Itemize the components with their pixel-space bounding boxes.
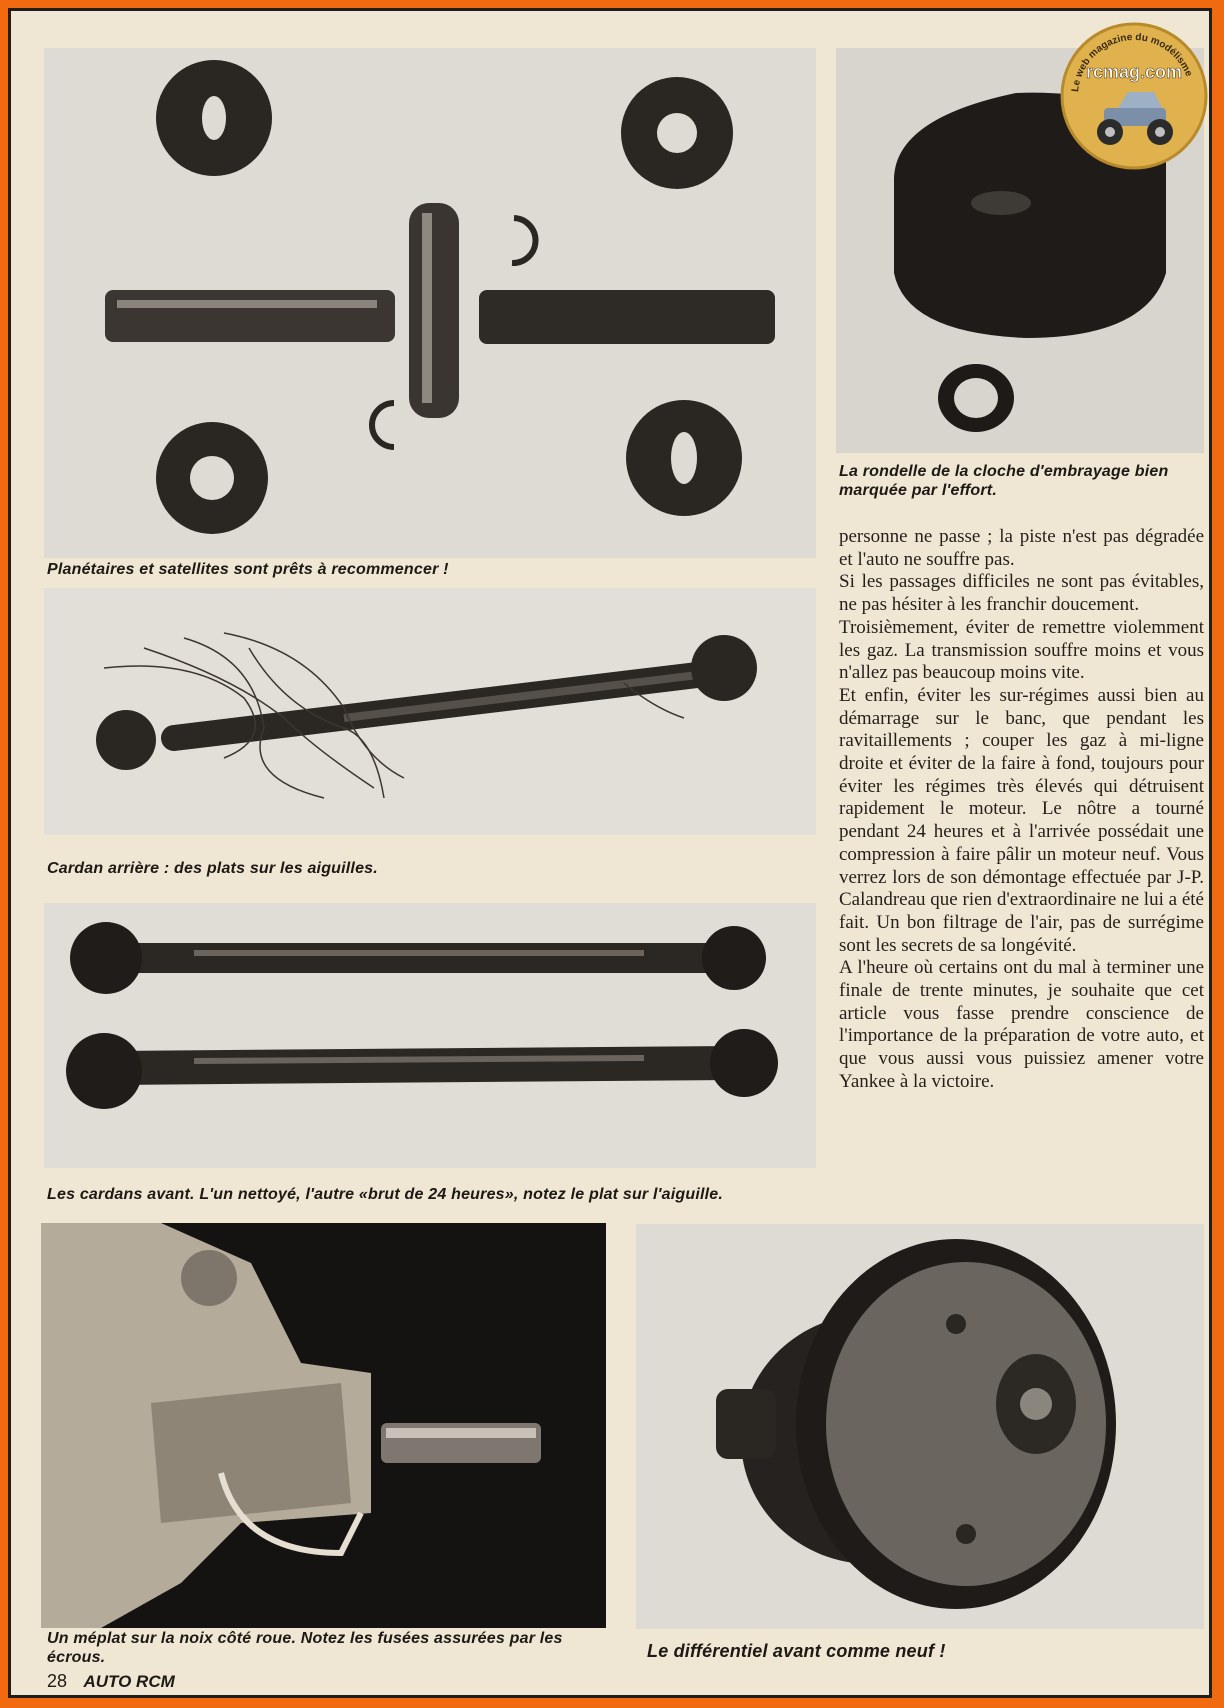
rcmag-logo xyxy=(1058,20,1210,172)
logo-site: rcmag.com xyxy=(1085,62,1183,82)
magazine-name: AUTO RCM xyxy=(83,1672,175,1691)
caption-wheel-joint: Un méplat sur la noix côté roue. Notez les fusées assurées par les écrous. xyxy=(47,1630,563,1666)
page-number: 28 xyxy=(47,1671,68,1691)
article-body xyxy=(839,526,1204,1094)
caption-clutch-bell: La rondelle de la cloche d'embrayage bien marquée par l'effort. xyxy=(839,463,1169,499)
article-paragraph: Troisièmement, éviter de remettre violemment les gaz. La transmission souffre moins et vous n'allez pas beaucoup moins vite. xyxy=(839,616,1204,684)
caption-front-cardans: Les cardans avant. L'un nettoyé, l'autre «brut de 24 heures», notez le plat sur l'aiguille. xyxy=(47,1186,724,1203)
photo-wheel-joint xyxy=(41,1223,606,1628)
caption-planetary-gears: Planétaires et satellites sont prêts à recommencer ! xyxy=(47,561,449,578)
article-paragraph: Si les passages difficiles ne sont pas évitables, ne pas hésiter à les franchir doucement. xyxy=(839,571,1204,616)
photo-planetary-gears xyxy=(44,48,816,558)
article-paragraph: Et enfin, éviter les sur-régimes aussi bien au démarrage sur le banc, que pendant les ravitaillements ; couper les gaz à mi-ligne droite et éviter de la faire à fond, toujours pour éviter les régimes très élevés qui détruisent rapidement le moteur. Le nôtre a tourné pendant 24 heures et à l'arrivée possédait une compression à faire pâlir un moteur neuf. Vous verrez lors de son démontage effectuée par J-P. Calandreau que rien d'extraordinaire ne lui a été fait. Un bon filtrage de l'air, pas de surrégime sont les secrets de sa longévité. xyxy=(839,684,1204,956)
logo-tagline: Le web magazine du modélisme xyxy=(1070,31,1195,93)
photo-front-differential xyxy=(636,1224,1204,1629)
caption-front-differential: Le différentiel avant comme neuf ! xyxy=(647,1641,946,1661)
photo-rear-cardan xyxy=(44,588,816,835)
article-paragraph: personne ne passe ; la piste n'est pas dégradée et l'auto ne souffre pas. xyxy=(839,526,1204,570)
page-footer xyxy=(47,1671,175,1692)
article-paragraph: A l'heure où certains ont du mal à terminer une finale de trente minutes, je souhaite que cet article vous fasse prendre conscience de l'importance de la préparation de votre auto, et que vous aussi vous puissiez amener votre Yankee à la victoire. xyxy=(839,957,1204,1092)
magazine-page xyxy=(8,8,1212,1698)
caption-rear-cardan: Cardan arrière : des plats sur les aiguilles. xyxy=(47,860,378,877)
photo-front-cardans xyxy=(44,903,816,1168)
